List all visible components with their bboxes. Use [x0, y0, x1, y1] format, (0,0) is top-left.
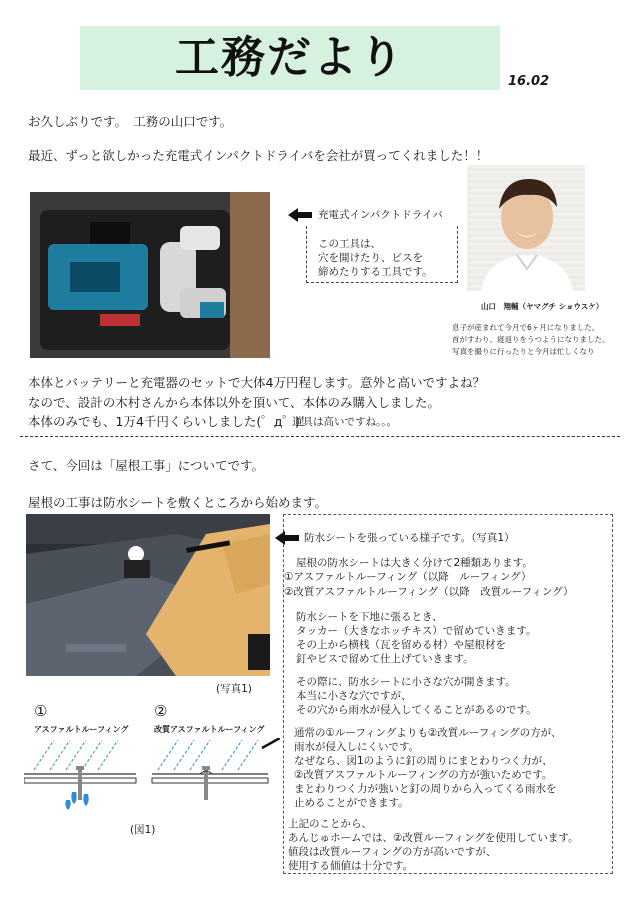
purchase-aside: 道具は高いですね。。。 [292, 416, 397, 428]
explanation-heading: 防水シートを張っている様子です。（写真1） [304, 532, 515, 544]
section-divider [20, 436, 620, 437]
tool-caption-line: 穴を開けたり、ビスを [318, 252, 423, 264]
roofing-figure [24, 738, 280, 818]
figure-label-1: アスファルトルーフィング [34, 725, 129, 734]
tool-caption-title: 充電式インパクトドライバ [318, 209, 443, 221]
arrow-left-icon [275, 530, 299, 544]
explanation-line: なぜなら、図1のように釘の周りにまとわりつく力が、 [294, 755, 553, 767]
rain-lines-left [34, 740, 118, 770]
explanation-line: 値段は改質ルーフィングの方が高いですが、 [288, 846, 497, 858]
explanation-line: 防水シートを下地に張るとき、 [296, 611, 443, 623]
purchase-line: なので、設計の木村さんから本体以外を頂いて、本体のみ購入しました。 [28, 395, 441, 410]
page-title: 工務だより [175, 32, 405, 83]
types-line: 屋根の防水シートは大きく分けて2種類あります。 [296, 557, 533, 569]
purchase-line: 本体とバッテリーと充電器のセットで大体4万円程します。意外と高いですよね？ [28, 375, 485, 390]
profile-note: 写真を撮りに行ったりと今月は忙しくなり [452, 347, 595, 356]
intro-line: 最近、ずっと欲しかった充電式インパクトドライバを会社が買ってくれました！！ [28, 148, 489, 163]
rain-lines-right [158, 740, 258, 770]
tool-caption-line: この工具は、 [318, 238, 381, 250]
figure-label-2-num: ② [154, 702, 168, 720]
figure-label-1-num: ① [34, 702, 48, 720]
explanation-line: 本当に小さな穴ですが、 [296, 690, 412, 702]
figure-caption: (図1) [130, 824, 156, 836]
tool-caption-line: 締めたりする工具です。 [318, 266, 433, 278]
arrow-left-icon [288, 207, 312, 221]
profile-photo [467, 165, 585, 291]
roof-topic: さて、今回は「屋根工事」についてです。 [28, 458, 265, 473]
explanation-line: その穴から雨水が侵入してくることがあるのです。 [296, 704, 537, 716]
types-line: ②改質アスファルトルーフィング（以降 改質ルーフィング） [284, 586, 574, 598]
explanation-line: 上記のことから、 [288, 818, 372, 830]
issue-number: 16.02 [508, 74, 550, 89]
profile-note: 息子が産まれて今月で6ヶ月になりました。 [452, 323, 600, 332]
explanation-line: その上から横桟（瓦を留める材）や屋根材を [296, 639, 506, 651]
profile-note: 首がすわり、寝返りをうつようになりました。 [452, 335, 610, 344]
tool-photo [30, 192, 270, 358]
explanation-line: 釘やビスで留めて仕上げていきます。 [296, 653, 474, 665]
explanation-line: 雨水が侵入しにくいです。 [294, 741, 420, 753]
explanation-line: タッカー（大きなホッチキス）で留めていきます。 [296, 625, 537, 637]
explanation-line: あんじゅホームでは、②改質ルーフィングを使用しています。 [288, 832, 579, 844]
roof-intro: 屋根の工事は防水シートを敷くところから始めます。 [28, 495, 328, 510]
person-portrait [467, 165, 585, 291]
roof-photo [26, 514, 270, 676]
explanation-line: まとわりつく力が強いと釘の周りから入ってくる雨水を [294, 783, 557, 795]
explanation-line: ②改質アスファルトルーフィングの方が強いためです。 [294, 769, 553, 781]
figure-label-2: 改質アスファルトルーフィング [154, 725, 265, 734]
roofing-diagram [24, 738, 280, 818]
tool-photo-drawing [30, 192, 270, 358]
types-line: ①アスファルトルーフィング（以降 ルーフィング） [284, 571, 532, 583]
explanation-line: 止めることができます。 [294, 797, 409, 809]
explanation-line: 使用する価値は十分です。 [288, 860, 414, 872]
greeting-line: お久しぶりです。 工務の山口です。 [28, 114, 233, 129]
profile-name: 山口 翔輔（ヤマグチ ショウスケ） [481, 302, 604, 311]
roof-photo-drawing [26, 514, 270, 676]
explanation-line: その際に、防水シートに小さな穴が開きます。 [296, 676, 516, 688]
purchase-line: 本体のみでも、1万4千円くらいしました(゜д゜)！ [28, 414, 313, 429]
roof-photo-caption: (写真1) [216, 683, 252, 695]
explanation-line: 通常の①ルーフィングよりも②改質ルーフィングの方が、 [294, 727, 562, 739]
